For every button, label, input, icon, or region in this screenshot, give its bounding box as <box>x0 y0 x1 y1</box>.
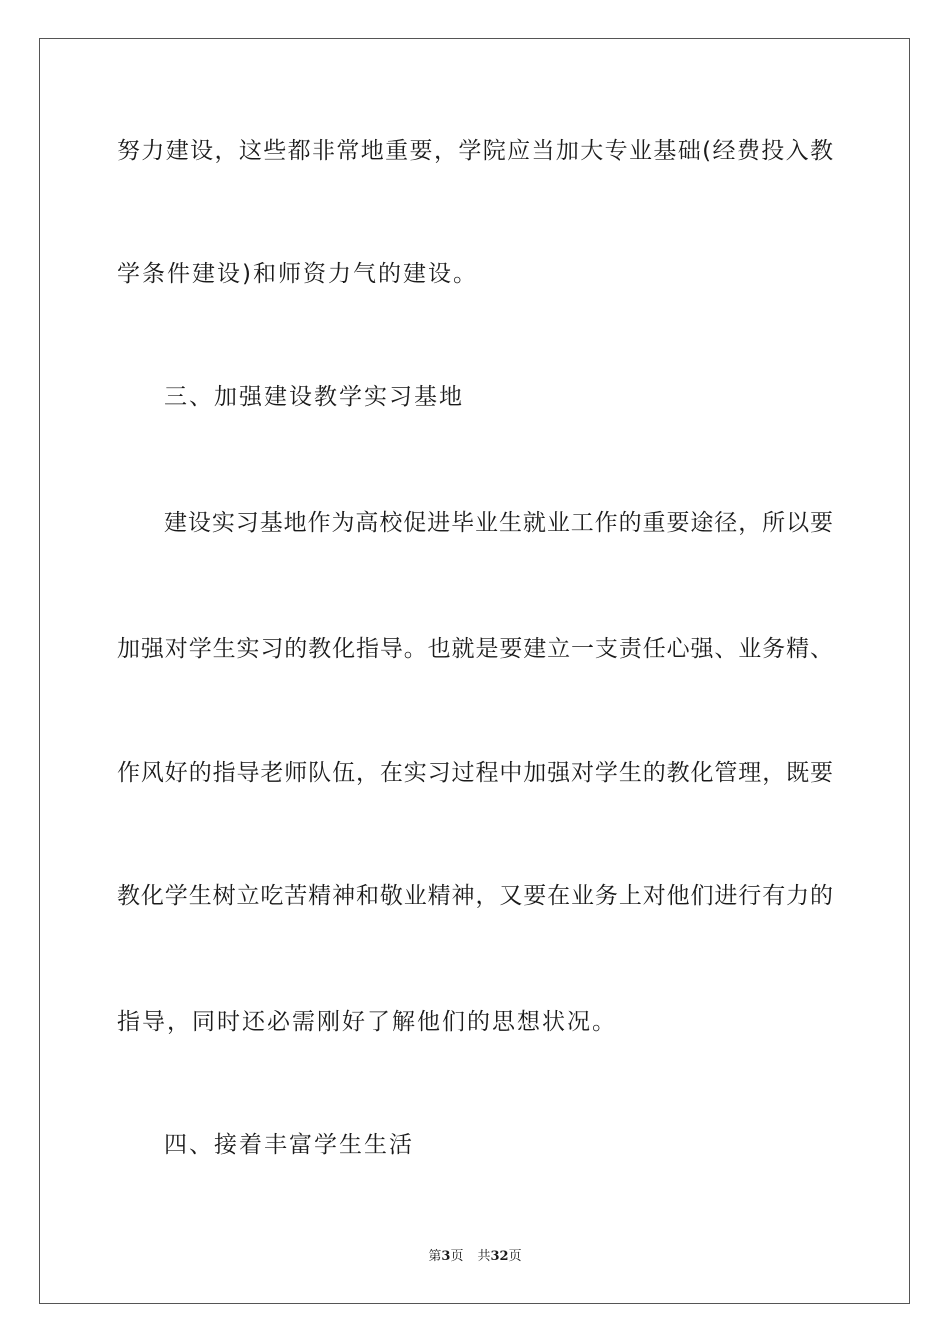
section-heading: 四、接着丰富学生生活 <box>164 1132 414 1158</box>
total-pages: 32 <box>490 1249 509 1264</box>
paragraph-line: 建设实习基地作为高校促进毕业生就业工作的重要途径，所以要 <box>164 510 833 536</box>
paragraph-line: 学条件建设)和师资力气的建设。 <box>117 261 478 287</box>
page-border <box>39 38 910 1304</box>
page-number: 3 <box>441 1249 451 1264</box>
paragraph-line: 指导，同时还必需刚好了解他们的思想状况。 <box>117 1009 617 1035</box>
total-prefix: 共 <box>477 1249 491 1264</box>
page-footer <box>0 1248 950 1266</box>
section-heading: 三、加强建设教学实习基地 <box>164 384 464 410</box>
paragraph-line: 努力建设，这些都非常地重要，学院应当加大专业基础(经费投入教 <box>117 138 833 164</box>
page-prefix: 第 <box>428 1249 442 1264</box>
paragraph-line: 作风好的指导老师队伍，在实习过程中加强对学生的教化管理，既要 <box>117 760 833 786</box>
paragraph-line: 教化学生树立吃苦精神和敬业精神，又要在业务上对他们进行有力的 <box>117 883 833 909</box>
page-suffix: 页 <box>450 1249 464 1264</box>
total-suffix: 页 <box>508 1249 522 1264</box>
paragraph-line: 加强对学生实习的教化指导。也就是要建立一支责任心强、业务精、 <box>117 636 833 662</box>
